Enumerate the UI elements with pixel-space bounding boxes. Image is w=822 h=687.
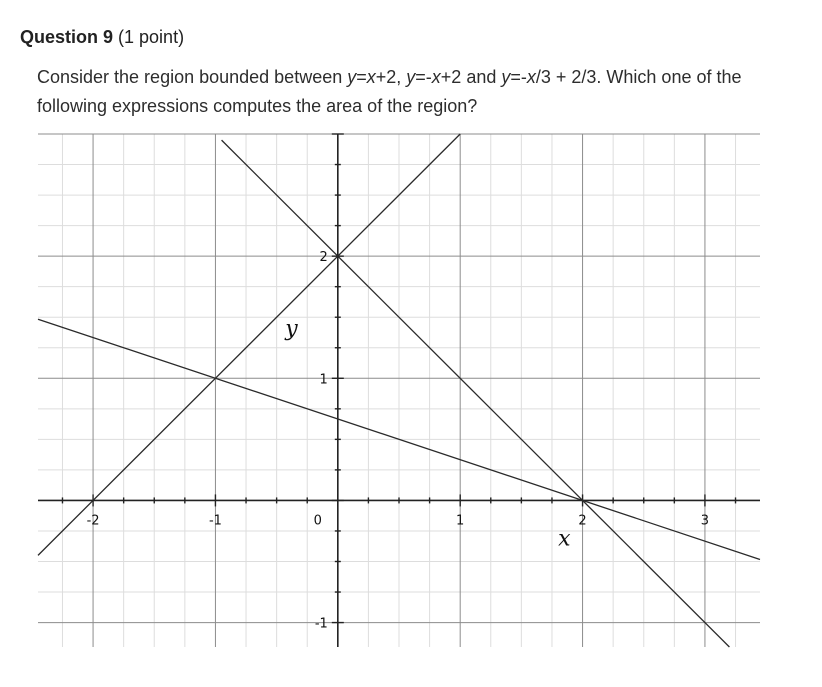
y-tick-label: -1 [314, 616, 328, 632]
question-points: (1 point) [118, 27, 185, 47]
x-tick-label: 2 [578, 513, 587, 529]
question-text-fragment: Consider the region bounded between [37, 67, 348, 87]
question-text-fragment: = [356, 67, 367, 87]
math-variable: y [406, 67, 416, 87]
math-variable: x [366, 67, 376, 87]
x-tick-label: 3 [700, 513, 710, 529]
tick-labels [87, 250, 709, 631]
math-variable: y [501, 67, 511, 87]
question-text-fragment: +2 and [440, 67, 502, 87]
question-text-fragment: +2, [375, 67, 407, 87]
question-text-fragment: /3 + 2/3. Which one of the following expressions computes the area of the region? [37, 67, 742, 116]
x-tick-label: -1 [208, 513, 222, 529]
question-text-fragment: =- [510, 67, 527, 87]
math-variable: x [431, 67, 441, 87]
question-number: Question 9 [20, 27, 114, 47]
line-2 [222, 140, 730, 647]
x-tick-label: 0 [313, 513, 322, 529]
y-tick-label: 1 [319, 372, 328, 388]
x-tick-label: 1 [456, 513, 465, 529]
question-text-fragment: =- [415, 67, 432, 87]
math-variable: y [347, 67, 357, 87]
line-1 [38, 134, 460, 555]
x-tick-label: -2 [86, 513, 100, 529]
y-axis-label: y [285, 316, 298, 342]
x-axis-label: x [558, 526, 571, 552]
y-tick-label: 2 [319, 250, 328, 266]
math-variable: x [526, 67, 536, 87]
